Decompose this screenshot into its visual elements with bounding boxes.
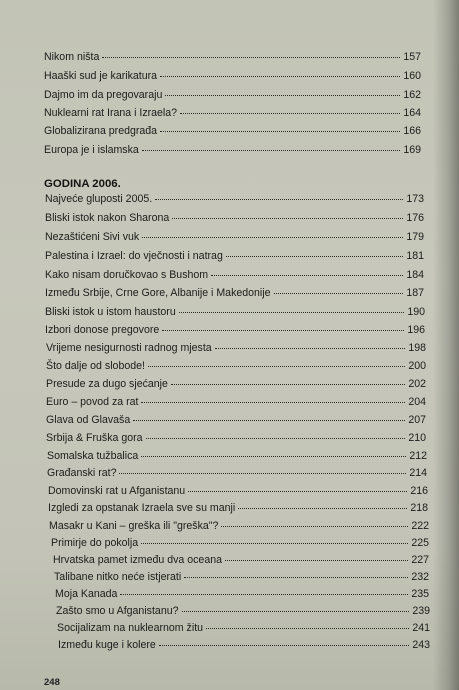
toc-title: Hrvatska pamet između dva oceana bbox=[53, 554, 222, 566]
leader-dots bbox=[160, 76, 400, 77]
toc-entry bbox=[46, 360, 426, 376]
leader-dots bbox=[120, 594, 408, 595]
toc-entry bbox=[45, 212, 424, 228]
toc-entry bbox=[47, 450, 427, 466]
toc-page-number: 157 bbox=[403, 51, 421, 63]
toc-title: Što dalje od slobode! bbox=[46, 360, 145, 372]
toc-entry bbox=[48, 502, 428, 518]
toc-page-number: 210 bbox=[408, 432, 426, 444]
toc-page-number: 212 bbox=[409, 450, 427, 462]
leader-dots bbox=[102, 57, 400, 58]
page-number-footer: 248 bbox=[44, 677, 60, 688]
toc-title: Između Srbije, Crne Gore, Albanije i Makedonije bbox=[45, 287, 271, 299]
toc-entry bbox=[44, 125, 421, 141]
leader-dots bbox=[165, 95, 400, 96]
leader-dots bbox=[119, 473, 406, 474]
toc-entry bbox=[48, 485, 428, 501]
leader-dots bbox=[226, 256, 403, 257]
toc-title: Haaški sud je karikatura bbox=[44, 70, 158, 82]
toc-title: Najveće gluposti 2005. bbox=[45, 193, 153, 205]
toc-title: Masakr u Kani – greška ili "greška"? bbox=[49, 520, 219, 532]
toc-page-number: 184 bbox=[406, 269, 424, 281]
toc-entry bbox=[45, 193, 424, 209]
toc-entry bbox=[45, 250, 424, 266]
toc-title: Somalska tužbalica bbox=[47, 450, 139, 462]
toc-title: Glava od Glavaša bbox=[46, 414, 131, 426]
toc-title: Globalizirana predgrađa bbox=[44, 125, 158, 137]
leader-dots bbox=[238, 508, 407, 509]
toc-title: Palestina i Izrael: do vječnosti i natrag bbox=[45, 250, 223, 262]
leader-dots bbox=[184, 577, 408, 578]
toc-page-number: 166 bbox=[403, 125, 421, 137]
toc-title: Dajmo im da pregovaraju bbox=[44, 89, 163, 101]
toc-title: Vrijeme nesigurnosti radnog mjesta bbox=[46, 342, 212, 354]
toc-title: Presude za dugo sjećanje bbox=[46, 378, 168, 390]
toc-entry bbox=[46, 396, 426, 412]
leader-dots bbox=[141, 456, 406, 457]
toc-entry bbox=[54, 571, 429, 587]
toc-page-number: 162 bbox=[403, 89, 421, 101]
toc-title: Između kuge i kolere bbox=[58, 639, 156, 651]
toc-title: Primirje do pokolja bbox=[51, 537, 139, 549]
toc-title: Izgledi za opstanak Izraela sve su manji bbox=[48, 502, 236, 514]
toc-title: Moja Kanada bbox=[55, 588, 118, 600]
toc-title: Srbija & Fruška gora bbox=[46, 432, 143, 444]
leader-dots bbox=[172, 218, 403, 219]
toc-page-number: 164 bbox=[403, 107, 421, 119]
toc-entry bbox=[45, 269, 424, 285]
leader-dots bbox=[180, 113, 400, 114]
leader-dots bbox=[274, 293, 404, 294]
leader-dots bbox=[160, 131, 400, 132]
toc-entry bbox=[45, 287, 424, 303]
toc-page-number: 176 bbox=[406, 212, 424, 224]
toc-entry bbox=[46, 432, 426, 448]
leader-dots bbox=[155, 199, 403, 200]
toc-title: Nezaštićeni Sivi vuk bbox=[45, 231, 140, 243]
leader-dots bbox=[133, 420, 405, 421]
toc-entry bbox=[58, 639, 430, 655]
leader-dots bbox=[141, 402, 405, 403]
toc-title: Domovinski rat u Afganistanu bbox=[48, 485, 186, 497]
toc-entry bbox=[44, 107, 421, 123]
toc-entry bbox=[55, 588, 429, 604]
toc-entry bbox=[56, 605, 430, 621]
leader-dots bbox=[148, 366, 405, 367]
leader-dots bbox=[171, 384, 405, 385]
book-spine-shadow bbox=[433, 0, 459, 690]
toc-page-number: 173 bbox=[406, 193, 424, 205]
toc-title: Socijalizam na nuklearnom žitu bbox=[57, 622, 204, 634]
toc-page-number: 181 bbox=[406, 250, 424, 262]
toc-entry bbox=[44, 89, 421, 105]
toc-page-number: 160 bbox=[403, 70, 421, 82]
toc-page-number: 243 bbox=[412, 639, 430, 651]
toc-entry bbox=[45, 231, 424, 247]
toc-page-number: 200 bbox=[408, 360, 426, 372]
toc-page-number: 187 bbox=[406, 287, 424, 299]
leader-dots bbox=[159, 645, 410, 646]
toc-page-number: 232 bbox=[411, 571, 429, 583]
toc-entry bbox=[45, 324, 425, 340]
toc-page-number: 216 bbox=[410, 485, 428, 497]
toc-page-number: 202 bbox=[408, 378, 426, 390]
leader-dots bbox=[141, 543, 408, 544]
toc-page-number: 222 bbox=[411, 520, 429, 532]
toc-page-number: 179 bbox=[406, 231, 424, 243]
leader-dots bbox=[142, 150, 401, 151]
toc-entry bbox=[46, 378, 426, 394]
toc-title: Izbori donose pregovore bbox=[45, 324, 160, 336]
toc-title: Bliski istok u istom haustoru bbox=[45, 306, 176, 318]
toc-page-number: 218 bbox=[410, 502, 428, 514]
toc-entry bbox=[44, 144, 421, 160]
toc-title: Bliski istok nakon Sharona bbox=[45, 212, 170, 224]
toc-entry bbox=[46, 414, 426, 430]
leader-dots bbox=[179, 312, 405, 313]
toc-title: Talibane nitko neće istjerati bbox=[54, 571, 182, 583]
toc-page-number: 241 bbox=[412, 622, 430, 634]
leader-dots bbox=[206, 628, 409, 629]
toc-page-number: 169 bbox=[403, 144, 421, 156]
leader-dots bbox=[188, 491, 407, 492]
toc-title: Nikom ništa bbox=[44, 51, 100, 63]
toc-title: Nuklearni rat Irana i Izraela? bbox=[44, 107, 178, 119]
toc-title: Europa je i islamska bbox=[44, 144, 139, 156]
toc-entry bbox=[57, 622, 430, 638]
toc-entry bbox=[51, 537, 429, 553]
leader-dots bbox=[211, 275, 403, 276]
leader-dots bbox=[225, 560, 408, 561]
toc-entry bbox=[45, 306, 425, 322]
leader-dots bbox=[146, 438, 406, 439]
toc-page-number: 190 bbox=[407, 306, 425, 318]
toc-entry bbox=[49, 520, 429, 536]
toc-title: Euro – povod za rat bbox=[46, 396, 139, 408]
toc-page-number: 196 bbox=[407, 324, 425, 336]
toc-entry bbox=[53, 554, 429, 570]
toc-page-number: 207 bbox=[408, 414, 426, 426]
toc-page-number: 204 bbox=[408, 396, 426, 408]
toc-page-number: 214 bbox=[409, 467, 427, 479]
leader-dots bbox=[221, 526, 408, 527]
toc-page-number: 235 bbox=[411, 588, 429, 600]
toc-title: Zašto smo u Afganistanu? bbox=[56, 605, 179, 617]
toc-title: Građanski rat? bbox=[47, 467, 117, 479]
toc-entry bbox=[47, 467, 427, 483]
leader-dots bbox=[162, 330, 404, 331]
toc-entry bbox=[46, 342, 426, 358]
leader-dots bbox=[215, 348, 406, 349]
leader-dots bbox=[142, 237, 403, 238]
section-heading: GODINA 2006. bbox=[44, 178, 121, 190]
toc-page-number: 239 bbox=[412, 605, 430, 617]
toc-page-number: 227 bbox=[411, 554, 429, 566]
toc-entry bbox=[44, 70, 421, 86]
toc-page-number: 198 bbox=[408, 342, 426, 354]
toc-entry bbox=[44, 51, 421, 67]
toc-page-number: 225 bbox=[411, 537, 429, 549]
leader-dots bbox=[182, 611, 410, 612]
toc-title: Kako nisam doručkovao s Bushom bbox=[45, 269, 209, 281]
